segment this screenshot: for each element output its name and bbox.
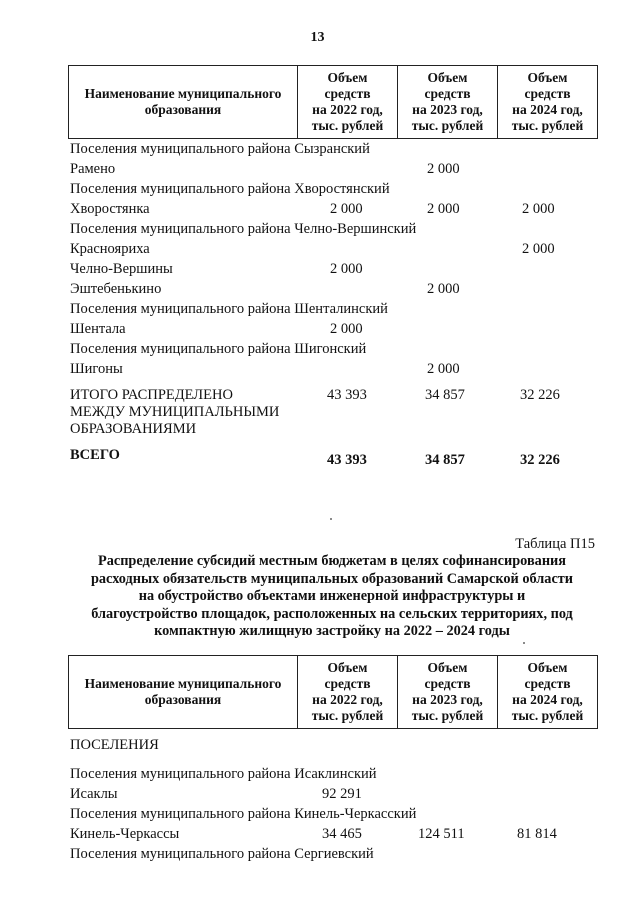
table-row-name: Челно-Вершины [70, 261, 173, 277]
table-row-name: Поселения муниципального района Кинель-Черкасский [70, 806, 417, 822]
table-row-name: Кинель-Черкассы [70, 826, 180, 842]
itogo-label-line: ИТОГО РАСПРЕДЕЛЕНО [70, 387, 233, 403]
table-row-name: Эштебенькино [70, 281, 162, 297]
table-row-2023: 2 000 [427, 161, 460, 177]
table-row-name: Поселения муниципального района Сергиевский [70, 846, 374, 862]
table-row-2023: 124 511 [418, 826, 465, 842]
header-line: на 2023 год, [412, 692, 483, 707]
table-title-line: на обустройство объектами инженерной инфраструктуры и [138, 588, 526, 604]
header-line: средств [324, 676, 371, 691]
table-row-name: Поселения муниципального района Сызранский [70, 141, 370, 157]
page-number: 13 [310, 30, 325, 45]
table-row-2024: 2 000 [522, 201, 555, 217]
table-row-name: Поселения муниципального района Хворостянский [70, 181, 390, 197]
table-row-2022: 34 465 [322, 826, 362, 842]
scan-speck [523, 642, 525, 644]
header-line: Объем [527, 660, 568, 675]
header-line: средств [324, 86, 371, 101]
header-name-line: Наименование муниципального [84, 676, 282, 691]
header-line: на 2022 год, [312, 692, 383, 707]
table-row-name: Рамено [70, 161, 116, 177]
itogo-2023: 34 857 [425, 387, 465, 403]
header-line: Объем [327, 660, 368, 675]
table-row-name: Поселения муниципального района Шенталинский [70, 301, 388, 317]
table-title [72, 553, 592, 641]
table-row-2022: 2 000 [330, 321, 363, 337]
itogo-2022: 43 393 [327, 387, 367, 403]
header-line: Объем [527, 70, 568, 85]
table-row-name: Шентала [70, 321, 126, 337]
vsego-2022: 43 393 [327, 452, 367, 468]
header-name-line: образования [144, 102, 222, 117]
header-line: средств [524, 676, 571, 691]
table-row-2024: 2 000 [522, 241, 555, 257]
header-line: тыс. рублей [511, 708, 584, 723]
table-title-line: Распределение субсидий местным бюджетам в целях софинансирования [97, 553, 567, 569]
header-line: средств [424, 676, 471, 691]
table1-header [68, 65, 598, 139]
header-line: тыс. рублей [411, 118, 484, 133]
header-2024-cell [498, 66, 598, 139]
table-row-name: Шигоны [70, 361, 123, 377]
table-row-name: Хворостянка [70, 201, 150, 217]
table-row-2024: 81 814 [517, 826, 557, 842]
header-2023-cell [398, 656, 498, 729]
header-line: тыс. рублей [311, 118, 384, 133]
table-row-name: Поселения муниципального района Челно-Вершинский [70, 221, 417, 237]
header-line: тыс. рублей [311, 708, 384, 723]
scan-speck [330, 518, 332, 520]
header-name-line: образования [144, 692, 222, 707]
table-row-name: ПОСЕЛЕНИЯ [70, 737, 159, 753]
table-row-name: Поселения муниципального района Шигонский [70, 341, 367, 357]
table2-header [68, 655, 598, 729]
table-row-2022: 92 291 [322, 786, 362, 802]
header-2022-cell [298, 66, 398, 139]
header-2023-cell [398, 66, 498, 139]
table-row-2023: 2 000 [427, 361, 460, 377]
table-row-2022: 2 000 [330, 261, 363, 277]
vsego-label: ВСЕГО [70, 447, 120, 463]
header-line: Объем [427, 70, 468, 85]
vsego-2024: 32 226 [520, 452, 560, 468]
header-name-line: Наименование муниципального [84, 86, 282, 101]
table-row-2022: 2 000 [330, 201, 363, 217]
header-line: средств [424, 86, 471, 101]
table-title-line: расходных обязательств муниципальных образований Самарской области [90, 570, 574, 587]
itogo-label [70, 387, 279, 438]
header-line: тыс. рублей [511, 118, 584, 133]
vsego-2023: 34 857 [425, 452, 465, 468]
header-line: Объем [327, 70, 368, 85]
header-line: на 2022 год, [312, 102, 383, 117]
header-line: Объем [427, 660, 468, 675]
header-line: на 2024 год, [512, 102, 583, 117]
header-line: на 2024 год, [512, 692, 583, 707]
itogo-label-line: ОБРАЗОВАНИЯМИ [70, 421, 197, 437]
header-name-cell [69, 66, 298, 139]
header-line: средств [524, 86, 571, 101]
table-title-line: компактную жилищную застройку на 2022 – 2024 годы [154, 623, 510, 639]
header-2024-cell [498, 656, 598, 729]
header-2022-cell [298, 656, 398, 729]
itogo-2024: 32 226 [520, 387, 560, 403]
table-title-line: благоустройство площадок, расположенных на сельских территориях, под [91, 605, 573, 622]
header-name-cell [69, 656, 298, 729]
itogo-label-line: МЕЖДУ МУНИЦИПАЛЬНЫМИ [70, 404, 280, 420]
table-id: Таблица П15 [515, 536, 595, 552]
table-row-name: Краснояриха [70, 241, 150, 257]
table-row-name: Исаклы [70, 786, 118, 802]
header-line: тыс. рублей [411, 708, 484, 723]
header-line: на 2023 год, [412, 102, 483, 117]
table-row-2023: 2 000 [427, 201, 460, 217]
table-row-2023: 2 000 [427, 281, 460, 297]
table-row-name: Поселения муниципального района Исаклинский [70, 766, 377, 782]
